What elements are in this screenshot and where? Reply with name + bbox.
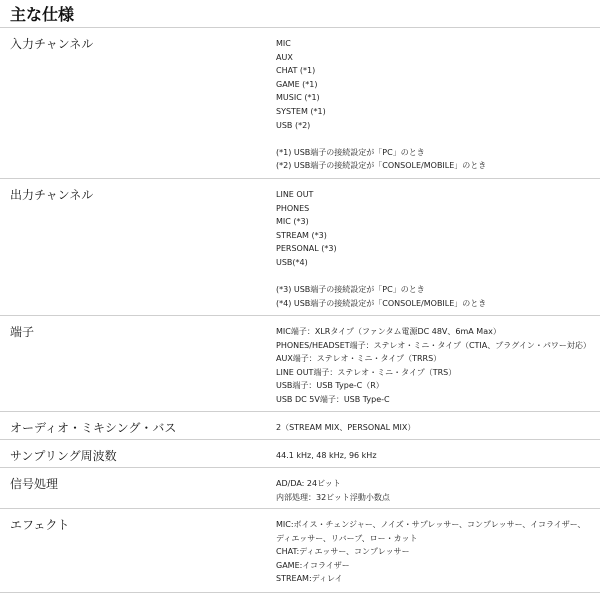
spec-value-line: GAME (*1) <box>276 79 318 89</box>
spec-value <box>266 28 600 178</box>
spec-value-line: PERSONAL (*3) <box>276 244 337 254</box>
spec-value-line: ディエッサー、リバーブ、ロー・カット <box>276 533 418 543</box>
page-title: 主な仕様 <box>0 0 600 28</box>
spec-value-line: LINE OUT <box>276 190 314 199</box>
spec-label: 端子 <box>10 325 35 339</box>
spec-value-line: CHAT (*1) <box>276 66 316 76</box>
spec-value-line: AUX <box>276 52 293 62</box>
spec-value-line: PHONES/HEADSET端子：ステレオ・ミニ・タイプ（CTIA、プラグイン・パワー対応） <box>276 340 591 350</box>
spec-row-terminals <box>0 316 600 412</box>
spec-value-line: STREAM:ディレイ <box>276 574 343 584</box>
spec-value <box>266 468 600 508</box>
spec-value-line: GAME:イコライザー <box>276 560 350 570</box>
spec-row-output-channels <box>0 179 600 316</box>
spec-value-line: USB DC 5V端子：USB Type-C <box>276 394 390 404</box>
spec-value-line: MUSIC (*1) <box>276 93 320 103</box>
spec-value-line: 内部処理：32ビット浮動小数点 <box>276 492 390 502</box>
spec-row-effects <box>0 509 600 593</box>
spec-value-line: LINE OUT端子：ステレオ・ミニ・タイプ（TRS） <box>276 367 457 377</box>
spec-value-line: USB端子：USB Type-C（R） <box>276 381 384 391</box>
spec-label: サンプリング周波数 <box>10 449 117 463</box>
spec-label: オーディオ・ミキシング・バス <box>10 421 177 435</box>
spec-value-line: USB(*4) <box>276 257 308 267</box>
spec-value-line: MIC端子：XLRタイプ（ファンタム電源DC 48V、6mA Max） <box>276 327 501 336</box>
spec-value-line: PHONES <box>276 203 310 213</box>
spec-value-line: AD/DA: 24ビット <box>276 479 341 488</box>
spec-note: (*1) USB端子の接続設定が「PC」のとき <box>276 147 425 157</box>
spec-value <box>266 440 600 467</box>
spec-note: (*2) USB端子の接続設定が「CONSOLE/MOBILE」のとき <box>276 161 487 171</box>
spec-value-line: AUX端子：ステレオ・ミニ・タイプ（TRRS） <box>276 354 442 364</box>
spec-value <box>266 316 600 411</box>
spec-label: 入力チャンネル <box>10 37 94 51</box>
spec-label: 出力チャンネル <box>10 188 94 202</box>
spec-label: エフェクト <box>10 518 70 532</box>
spec-value-line: 2（STREAM MIX、PERSONAL MIX） <box>276 423 416 432</box>
spec-value-line: CHAT:ディエッサー、コンプレッサー <box>276 547 410 557</box>
spec-value <box>266 509 600 592</box>
spec-value <box>266 179 600 315</box>
spec-value-line: STREAM (*3) <box>276 230 327 240</box>
spec-value-line: MIC <box>276 39 291 48</box>
spec-value <box>266 412 600 439</box>
spacer <box>276 270 600 284</box>
spacer <box>276 132 600 146</box>
spec-row-input-channels <box>0 28 600 179</box>
spec-row-mixing-bus <box>0 412 600 440</box>
spec-note: (*4) USB端子の接続設定が「CONSOLE/MOBILE」のとき <box>276 298 487 308</box>
spec-value-line: MIC:ボイス・チェンジャー、ノイズ・サプレッサー、コンプレッサー、イコライザー、 <box>276 520 586 529</box>
spec-note: (*3) USB端子の接続設定が「PC」のとき <box>276 285 425 295</box>
spec-value-line: USB (*2) <box>276 120 311 130</box>
spec-label: 信号処理 <box>10 477 59 491</box>
spec-row-sampling-rate <box>0 440 600 468</box>
spec-value-line: SYSTEM (*1) <box>276 106 326 116</box>
spec-value-line: 44.1 kHz, 48 kHz, 96 kHz <box>276 451 377 460</box>
spec-value-line: MIC (*3) <box>276 217 309 227</box>
spec-row-signal-processing <box>0 468 600 509</box>
